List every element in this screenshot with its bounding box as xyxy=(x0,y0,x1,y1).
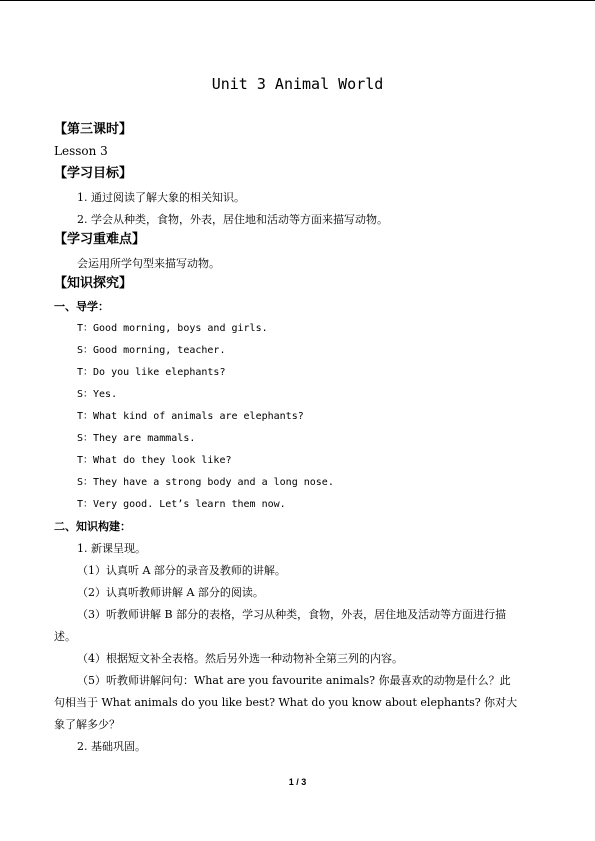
dialogue-line: T：Good morning, boys and girls. xyxy=(77,323,268,334)
dialogue-line: S：They are mammals. xyxy=(77,433,196,444)
explore-heading: 【知识探究】 xyxy=(54,276,133,291)
build-line: （2）认真听教师讲解 A 部分的阅读。 xyxy=(77,586,264,599)
dialogue-line: T：What kind of animals are elephants? xyxy=(77,411,304,422)
page-number: 1 / 3 xyxy=(288,777,307,787)
build-subheading: 二、知识构建： xyxy=(54,520,131,533)
build-line-continuation: 句相当于 What animals do you like best? What do you know about elephants? 你对大 xyxy=(54,696,518,709)
dialogue-line: T：What do they look like? xyxy=(77,455,232,466)
dialogue-line: T：Do you like elephants? xyxy=(77,367,226,378)
build-line: （5）听教师讲解问句：What are you favourite animals? 你最喜欢的动物是什么？此 xyxy=(77,674,511,687)
build-line: （3）听教师讲解 B 部分的表格，学习从种类，食物，外表，居住地及活动等方面进行描 xyxy=(77,608,507,621)
dialogue-line: T：Very good. Let’s learn them now. xyxy=(77,499,286,510)
build-line: （1）认真听 A 部分的录音及教师的讲解。 xyxy=(77,564,286,577)
dialogue-line: S：Yes. xyxy=(77,389,118,400)
build-line-continuation: 象了解多少？ xyxy=(54,718,120,731)
lesson-label: Lesson 3 xyxy=(54,144,108,158)
objectives-heading: 【学习目标】 xyxy=(54,166,133,181)
build-line: 1. 新课呈现。 xyxy=(77,542,146,555)
build-line-continuation: 述。 xyxy=(54,630,76,643)
dialogue-line: S：They have a strong body and a long nose. xyxy=(77,477,334,488)
top-border-line xyxy=(0,0,595,1)
key-points-text: 会运用所学句型来描写动物。 xyxy=(77,257,220,270)
section-period-heading: 【第三课时】 xyxy=(54,122,133,137)
guide-subheading: 一、导学： xyxy=(54,300,109,313)
build-line: （4）根据短文补全表格。然后另外选一种动物补全第三列的内容。 xyxy=(77,652,403,665)
objective-item: 2. 学会从种类，食物，外表，居住地和活动等方面来描写动物。 xyxy=(77,213,388,226)
objective-item: 1. 通过阅读了解大象的相关知识。 xyxy=(77,191,245,204)
document-title: Unit 3 Animal World xyxy=(211,75,384,93)
build-line: 2. 基础巩固。 xyxy=(77,740,146,753)
dialogue-line: S：Good morning, teacher. xyxy=(77,345,226,356)
key-points-heading: 【学习重难点】 xyxy=(54,232,146,247)
